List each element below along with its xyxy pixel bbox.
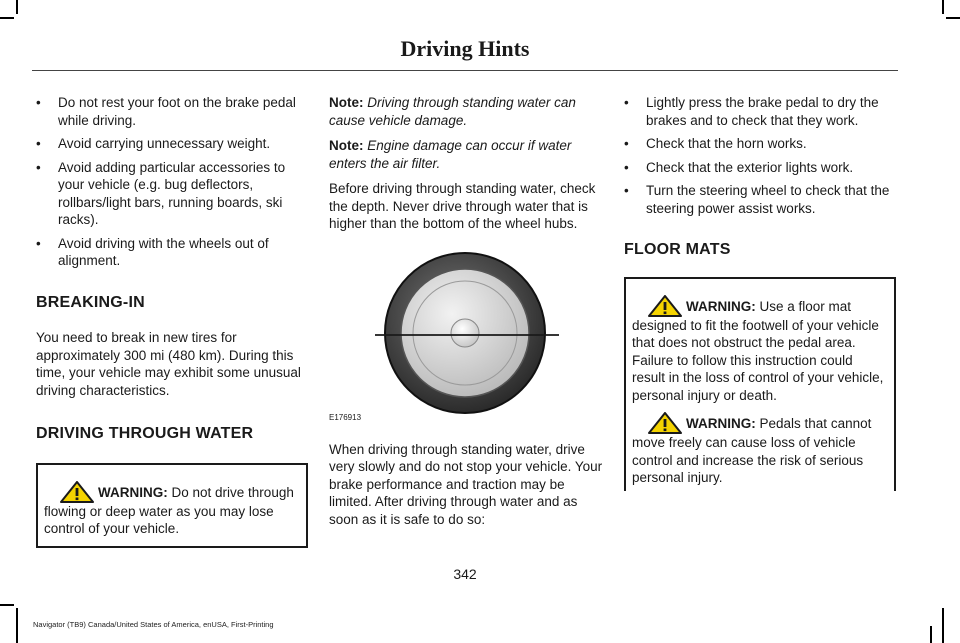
crop-mark	[16, 608, 18, 643]
note-label: Note:	[329, 95, 364, 110]
column-middle	[329, 94, 603, 528]
page-title: Driving Hints	[400, 36, 530, 61]
section-heading-driving-through-water: DRIVING THROUGH WATER	[36, 425, 254, 442]
warning-text: Do not drive through flowing or deep water as you may lose control of your vehicle.	[44, 484, 294, 536]
after-water-checklist	[624, 94, 896, 217]
list-item: • Avoid adding particular accessories to your vehicle (e.g. bug deflectors, rollbars/light bars, running boards, ski racks).	[36, 159, 308, 229]
list-item: • Lightly press the brake pedal to dry the brakes and to check that they work.	[624, 94, 896, 129]
page-number: 342	[453, 566, 477, 582]
warning-box	[624, 277, 896, 491]
column-right	[624, 94, 896, 491]
note	[329, 137, 603, 172]
list-item: • Check that the horn works.	[624, 135, 896, 153]
crop-mark	[942, 608, 944, 643]
wheel-illustration	[329, 247, 603, 417]
warning-label: WARNING:	[686, 416, 756, 431]
crop-mark	[942, 0, 944, 14]
warning-triangle-icon	[60, 481, 94, 503]
list-item: • Check that the exterior lights work.	[624, 159, 896, 177]
breaking-in-text: You need to break in new tires for approximately 300 mi (480 km). During this time, your vehicle may exhibit some unusual driving characteristics.	[36, 330, 301, 398]
note-text: Engine damage can occur if water enters the air filter.	[329, 138, 572, 171]
crop-mark	[946, 17, 960, 19]
warning-label: WARNING:	[98, 484, 168, 500]
note-text: Driving through standing water can cause vehicle damage.	[329, 95, 576, 128]
warning-text: Use a floor mat designed to fit the footwell of your vehicle that does not obstruct the pedal area. Failure to follow this instruction could result in the loss of control of your vehicle, personal injury or death.	[632, 298, 884, 403]
note-label: Note:	[329, 138, 364, 153]
section-heading-breaking-in: BREAKING-IN	[36, 293, 145, 311]
header-divider	[32, 70, 898, 71]
figure-id: E176913	[329, 413, 362, 422]
list-item: • Avoid driving with the wheels out of alignment.	[36, 235, 308, 270]
driving-tips-list	[36, 94, 308, 270]
section-heading-floor-mats: FLOOR MATS	[624, 241, 731, 258]
warning-box	[36, 463, 308, 548]
water-depth-text: Before driving through standing water, check the depth. Never drive through water that is higher than the bottom of the wheel hubs.	[329, 181, 596, 231]
warning-triangle-icon	[648, 412, 682, 434]
crop-mark	[16, 0, 18, 14]
note	[329, 94, 603, 129]
document-footer: Navigator (TB9) Canada/United States of America, enUSA, First-Printing	[33, 620, 274, 629]
column-left	[36, 94, 308, 548]
warning-label: WARNING:	[686, 298, 756, 314]
crop-mark	[0, 17, 14, 19]
warning-text: Pedals that cannot move freely can cause loss of vehicle control and increase the risk of serious personal injury.	[632, 416, 872, 485]
list-item: • Avoid carrying unnecessary weight.	[36, 135, 308, 153]
crop-mark	[930, 626, 932, 643]
list-item: • Turn the steering wheel to check that the steering power assist works.	[624, 182, 896, 217]
warning-triangle-icon	[648, 295, 682, 317]
wheel-hub-water-figure	[329, 247, 603, 427]
list-item: • Do not rest your foot on the brake pedal while driving.	[36, 94, 308, 129]
crop-mark	[0, 604, 14, 606]
standing-water-text: When driving through standing water, drive very slowly and do not stop your vehicle. Your brake performance and traction may be limited. After driving through water and as soon as it is safe to do so:	[329, 441, 603, 527]
